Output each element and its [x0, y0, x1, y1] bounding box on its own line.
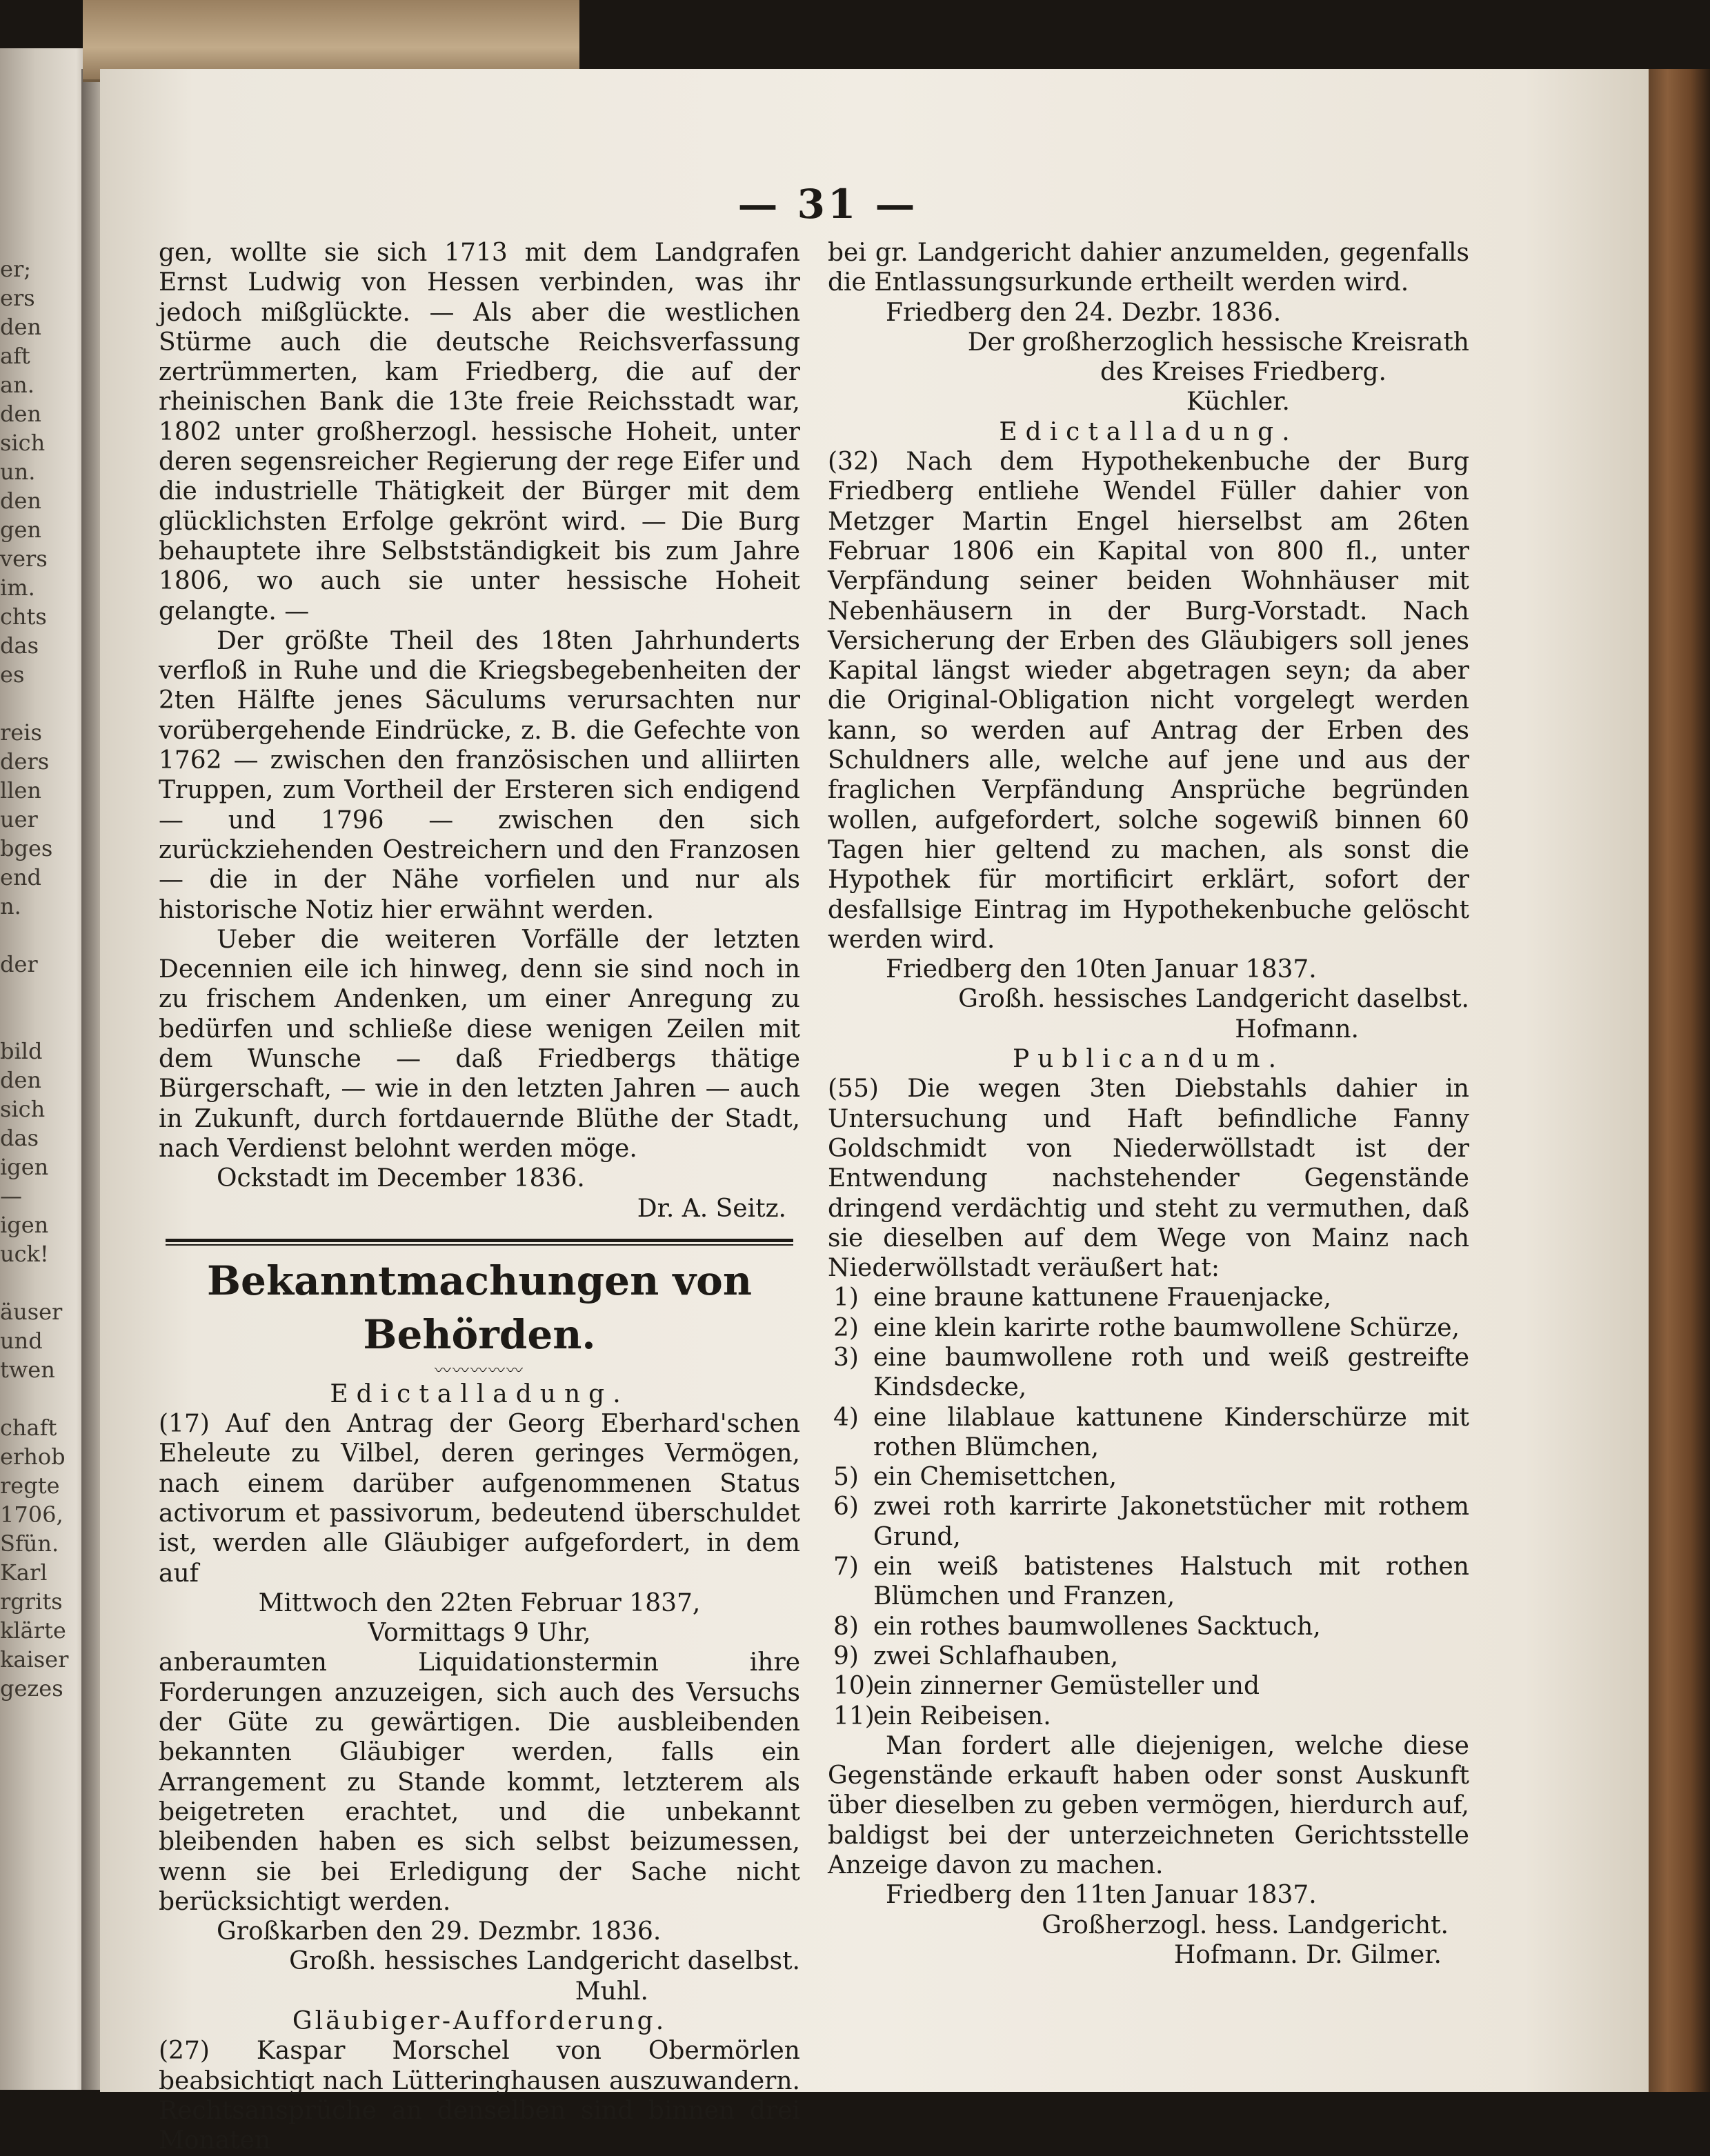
margin-fragment: klärte — [0, 1617, 66, 1644]
margin-fragment: Sfün. — [0, 1530, 59, 1557]
list-item-text: zwei Schlafhauben, — [873, 1641, 1119, 1670]
margin-fragment: gezes — [0, 1675, 63, 1701]
notice-32-place-date: Friedberg den 10ten Januar 1837. — [886, 955, 1317, 984]
margin-fragment: vers — [0, 546, 48, 572]
section-heading: Bekanntmachungen von Behörden. — [207, 1257, 752, 1358]
notice-27-text: (27) Kaspar Morschel von Obermörlen beabsichtigt nach Lütteringhausen auszuwandern. Rechtsansprüche an denselben sind binnen drei Monaten — [159, 2037, 800, 2155]
margin-fragment: den — [0, 314, 42, 340]
notice-55-closing: Man fordert alle diejenigen, welche diese Gegenstände erkauft haben oder sonst Auskunft über dieselben zu geben vermögen, hierdurch auf, baldigst bei der unterzeichneten Gerichtsstelle Anzeige davon zu machen. — [828, 1731, 1469, 1880]
left-column — [159, 238, 800, 2156]
margin-fragment: rgrits — [0, 1588, 63, 1615]
notice-17-authority: Großh. hessisches Landgericht daselbst. — [289, 1947, 800, 1976]
margin-fragment: reis — [0, 719, 42, 746]
margin-fragment: igen — [0, 1212, 49, 1238]
page-number: — 31 — — [737, 181, 918, 228]
list-item-text: eine braune kattunene Frauenjacke, — [873, 1284, 1332, 1312]
list-item-number: 8) — [833, 1612, 859, 1641]
notice-27-authority-line-1: Der großherzoglich hessische Kreisrath — [967, 328, 1469, 357]
margin-fragment: der — [0, 951, 38, 977]
margin-fragment: uer — [0, 806, 38, 832]
list-item — [828, 1492, 1469, 1552]
margin-fragment: n. — [0, 893, 21, 919]
list-item-number: 10) — [833, 1672, 875, 1701]
margin-fragment: 1706, — [0, 1501, 63, 1528]
notice-55-authority: Großherzogl. hess. Landgericht. — [1042, 1910, 1449, 1939]
margin-fragment: den — [0, 488, 42, 514]
previous-page-text-fragments — [0, 255, 69, 1704]
margin-fragment: erhob — [0, 1444, 66, 1470]
margin-fragment: regte — [0, 1473, 60, 1499]
list-item-number: 11) — [833, 1701, 875, 1730]
margin-fragment: — — [0, 1183, 22, 1209]
article-place-date: Ockstadt im December 1836. — [217, 1164, 585, 1193]
list-item-number: 6) — [833, 1493, 859, 1521]
heading-ornament: 〰〰〰〰〰 — [435, 1360, 524, 1380]
margin-fragment: das — [0, 632, 39, 659]
list-item-text: ein zinnerner Gemüsteller und — [873, 1672, 1260, 1701]
margin-fragment — [0, 1008, 50, 1037]
list-item-number: 3) — [833, 1343, 859, 1372]
notice-17-title: Edictalladung. — [330, 1379, 629, 1408]
book-gutter — [81, 69, 102, 2090]
list-item-text: zwei roth karrirte Jakonetstücher mit rothem Grund, — [873, 1493, 1469, 1551]
margin-fragment: äuser — [0, 1299, 63, 1325]
margin-fragment: uck! — [0, 1241, 49, 1267]
margin-fragment — [0, 1385, 50, 1414]
notice-27-signature: Küchler. — [1186, 388, 1290, 417]
list-item-text: ein Chemisettchen, — [873, 1463, 1117, 1492]
notice-27-place-date: Friedberg den 24. Dezbr. 1836. — [886, 298, 1282, 327]
list-item-number: 5) — [833, 1463, 859, 1492]
notice-55-title: Publicandum. — [1012, 1045, 1285, 1074]
list-item-text: eine klein karirte rothe baumwollene Schürze, — [873, 1313, 1460, 1342]
list-item — [828, 1343, 1469, 1403]
margin-fragment: bges — [0, 835, 53, 861]
margin-fragment: es — [0, 661, 25, 688]
list-item-number: 9) — [833, 1641, 859, 1670]
margin-fragment — [0, 690, 50, 719]
list-item — [828, 1283, 1469, 1312]
notice-17-text: (17) Auf den Antrag der Georg Eberhard'schen Eheleute zu Vilbel, deren geringes Vermögen, nach einem darüber aufgenommenen Status activorum et passivorum, bedeutend überschuldet ist, werden alle Gläubiger aufgefordert, in dem auf — [159, 1410, 800, 1588]
notice-55-text: (55) Die wegen 3ten Diebstahls dahier in Untersuchung und Haft befindliche Fanny Goldschmidt von Niederwöllstadt ist der Entwendung nachstehender Gegenstände dringend verdächtig und steht zu vermuthen, daß sie dieselben auf dem Wege von Mainz nach Niederwöllstadt veräußert hat: — [828, 1075, 1469, 1283]
margin-fragment — [0, 979, 50, 1008]
list-item — [828, 1313, 1469, 1343]
article-author: Dr. A. Seitz. — [637, 1194, 786, 1223]
margin-fragment: sich — [0, 1096, 46, 1122]
margin-fragment: den — [0, 401, 42, 427]
list-item — [828, 1552, 1469, 1612]
margin-fragment: das — [0, 1125, 39, 1151]
list-item — [828, 1701, 1469, 1731]
margin-fragment — [0, 1269, 50, 1298]
margin-fragment: twen — [0, 1357, 55, 1383]
list-item-text: eine baumwollene roth und weiß gestreifte Kindsdecke, — [873, 1343, 1469, 1402]
margin-fragment: chts — [0, 603, 47, 630]
list-item — [828, 1641, 1469, 1671]
list-item-text: ein rothes baumwollenes Sacktuch, — [873, 1612, 1321, 1641]
margin-fragment: end — [0, 864, 42, 890]
notice-17-place-date: Großkarben den 29. Dezmbr. 1836. — [217, 1917, 662, 1946]
previous-page-edge — [0, 48, 90, 2090]
margin-fragment: aft — [0, 343, 30, 369]
article-paragraph-2: Der größte Theil des 18ten Jahrhunderts verfloß in Ruhe und die Kriegsbegebenheiten der 2ten Hälfte jenes Säculums verursachten nur vorübergehende Eindrücke, z. B. die Gefechte von 1762 — zwischen den französischen und alliirten Truppen, zum Vortheil der Ersteren sich endigend — und 1796 — zwischen den sich zurückziehenden Oestreichern und den Franzosen — die in der Nähe vorfielen und nur als historische Notiz hier erwähnt werden. — [159, 626, 800, 924]
margin-fragment: un. — [0, 459, 36, 485]
list-item — [828, 1403, 1469, 1463]
notice-32-authority: Großh. hessisches Landgericht daselbst. — [958, 985, 1469, 1014]
margin-fragment: llen — [0, 777, 42, 803]
margin-fragment: den — [0, 1067, 42, 1093]
margin-fragment: Karl — [0, 1559, 48, 1586]
list-item-text: ein weiß batistenes Halstuch mit rothen Blümchen und Franzen, — [873, 1553, 1469, 1611]
list-item-text: eine lilablaue kattunene Kinderschürze mit rothen Blümchen, — [873, 1403, 1469, 1461]
notice-27-text-continued: bei gr. Landgericht dahier anzumelden, gegenfalls die Entlassungsurkunde ertheilt werden wird. — [828, 239, 1469, 297]
margin-fragment: chaft — [0, 1415, 57, 1441]
margin-fragment: gen — [0, 517, 42, 543]
margin-fragment — [0, 921, 50, 950]
right-column — [828, 238, 1469, 1970]
article-paragraph-1: gen, wollte sie sich 1713 mit dem Landgrafen Ernst Ludwig von Hessen verbinden, was ihr jedoch mißglückte. — Als aber die westlichen Stürme auch die deutsche Reichsverfassung zertrümmerten, kam Friedberg, die auf der rheinischen Bank die 13te freie Reichsstadt war, 1802 unter großherzogl. hessische Hoheit, unter deren segensreicher Regierung der rege Eifer und die industrielle Thätigkeit der Bürger mit dem glücklichsten Erfolge gekrönt wird. — Die Burg behauptete ihre Selbstständigkeit bis zum Jahre 1806, wo auch sie unter hessische Hoheit gelangte. — — [159, 239, 800, 626]
stolen-items-list — [828, 1283, 1469, 1730]
margin-fragment: er; — [0, 256, 32, 282]
margin-fragment: sich — [0, 430, 46, 456]
article-paragraph-3: Ueber die weiteren Vorfälle der letzten Decennien eile ich hinweg, denn sie sind noch in zu frischem Andenken, um einer Anregung zu bedürfen und schließe diese wenigen Zeilen mit dem Wunsche — daß Friedbergs thätige Bürgerschaft, — wie in den letzten Jahren — auch in Zukunft, durch fortdauernde Blüthe der Stadt, nach Verdienst belohnt werden möge. — [159, 925, 800, 1163]
margin-fragment: im. — [0, 575, 35, 601]
margin-fragment: bild — [0, 1038, 43, 1064]
list-item-number: 2) — [833, 1313, 859, 1342]
margin-fragment: kaiser — [0, 1646, 69, 1673]
notice-17-signature: Muhl. — [575, 1977, 648, 2006]
margin-fragment: an. — [0, 372, 34, 398]
margin-fragment: igen — [0, 1154, 49, 1180]
list-item-number: 7) — [833, 1553, 859, 1581]
notice-17-date-line-1: Mittwoch den 22ten Februar 1837, — [258, 1588, 701, 1617]
notice-27-title: Gläubiger-Aufforderung. — [292, 2007, 667, 2036]
list-item — [828, 1671, 1469, 1701]
section-divider — [166, 1239, 793, 1246]
notice-27-authority-line-2: des Kreises Friedberg. — [1100, 358, 1386, 387]
notice-32-title: Edictalladung. — [999, 417, 1298, 446]
list-item — [828, 1462, 1469, 1492]
list-item-number: 1) — [833, 1284, 859, 1312]
notice-55-signatures: Hofmann. Dr. Gilmer. — [1173, 1940, 1442, 1969]
list-item-number: 4) — [833, 1403, 859, 1432]
margin-fragment: und — [0, 1328, 43, 1354]
notice-32-signature: Hofmann. — [1235, 1015, 1359, 1044]
margin-fragment: ers — [0, 285, 35, 311]
list-item — [828, 1612, 1469, 1641]
notice-32-text: (32) Nach dem Hypothekenbuche der Burg Friedberg entliehe Wendel Füller dahier von Metzger Martin Engel hierselbst am 26ten Februar 1806 ein Kapital von 800 fl., unter Verpfändung seiner beiden Wohnhäuser mit Nebenhäusern in der Burg-Vorstadt. Nach Versicherung der Erben des Gläubigers soll jenes Kapital längst wieder abgetragen seyn; da aber die Original-Obligation nicht vorgelegt werden kann, so werden auf Antrag der Erben des Schuldners alle, welche auf jene und aus der fraglichen Verpfändung Ansprüche begründen wollen, aufgefordert, solche sogewiß binnen 60 Tagen hier geltend zu machen, als sonst die Hypothek für mortificirt erklärt, sofort der desfallsige Eintrag im Hypothekenbuche gelöscht werden wird. — [828, 448, 1469, 954]
notice-17-date-line-2: Vormittags 9 Uhr, — [368, 1619, 591, 1648]
notice-55-place-date: Friedberg den 11ten Januar 1837. — [886, 1881, 1317, 1910]
list-item-text: ein Reibeisen. — [873, 1701, 1051, 1730]
book-binding-edge — [1644, 69, 1710, 2092]
notice-17-text-continued: anberaumten Liquidationstermin ihre Forderungen anzuzeigen, sich auch des Versuchs der Güte zu gewärtigen. Die ausbleibenden bekannten Gläubiger werden, falls ein Arrangement zu Stande kommt, letzterem als beigetreten erachtet, und die unbekannt bleibenden haben es sich selbst beizumessen, wenn sie bei Erledigung der Sache nicht berücksichtigt werden. — [159, 1648, 800, 1916]
margin-fragment: ders — [0, 748, 50, 775]
